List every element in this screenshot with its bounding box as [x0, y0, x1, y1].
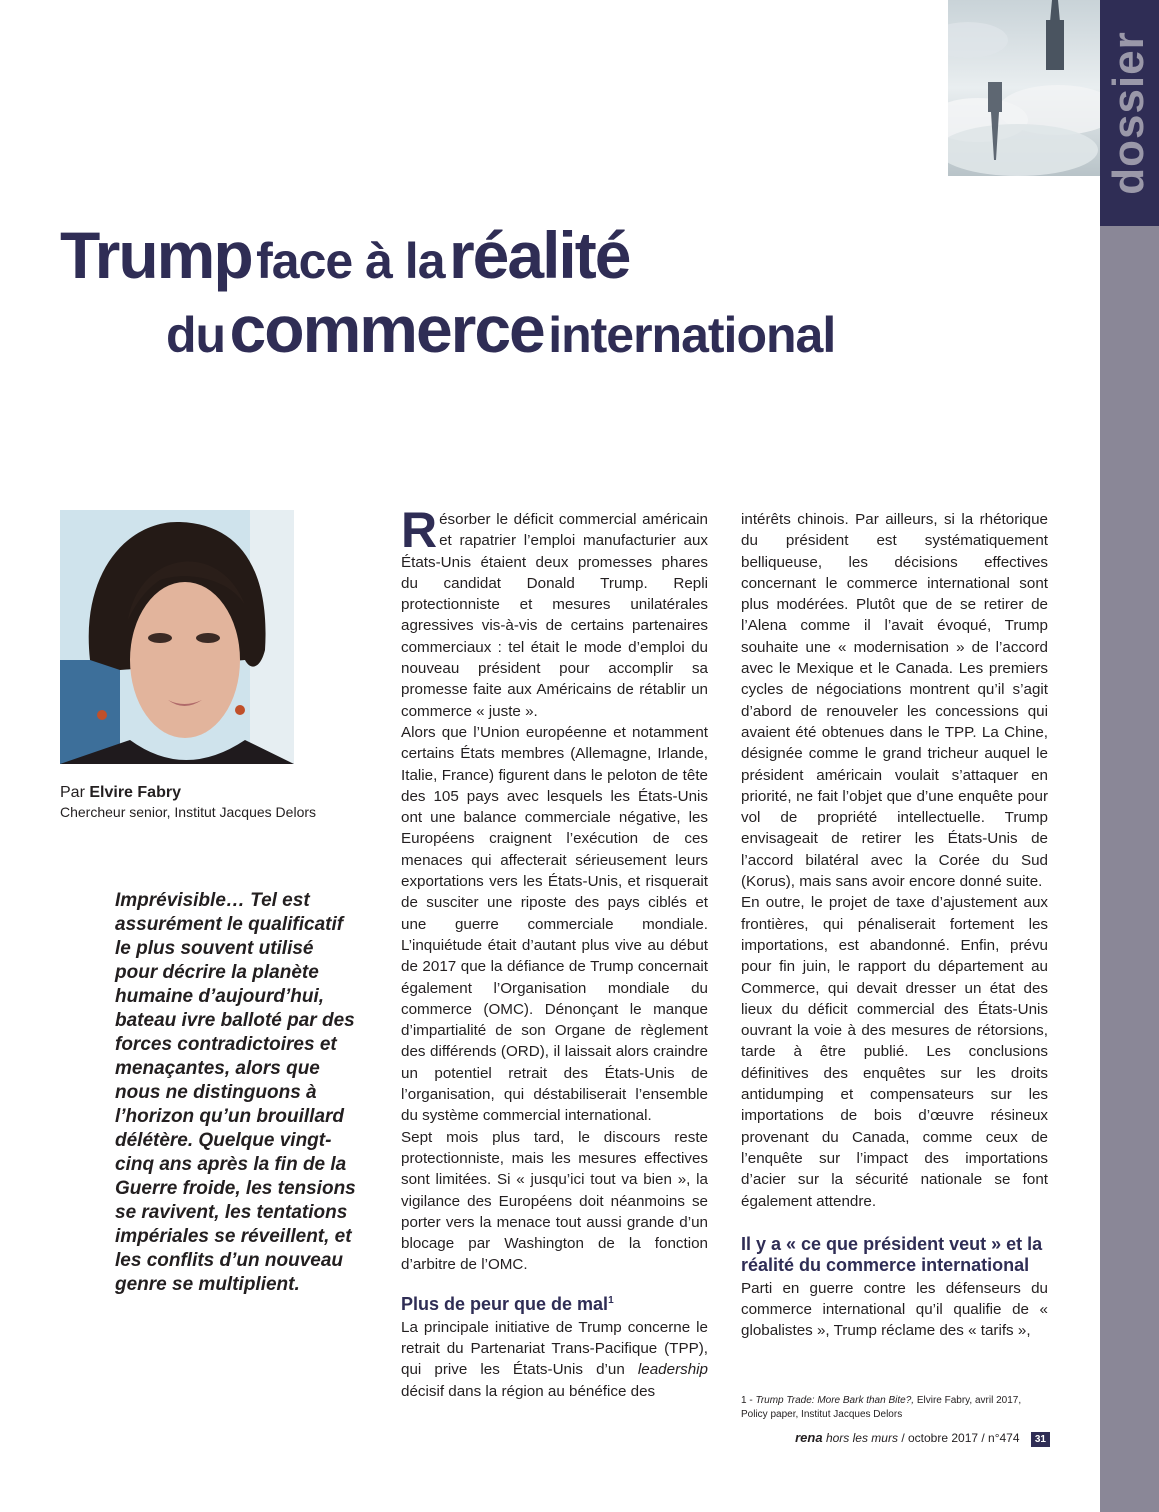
body-paragraph: Sept mois plus tard, le discours reste protectionniste, mais les mesures effectives sont limitées. Si « jusqu’ici tout va bien », la vigilance des Européens doit néanmoins se porter vers la menace tout aussi grande d’un blocage par Washington de la fonction d’arbitre de l’OMC.	[401, 1128, 708, 1274]
byline-prefix: Par	[60, 784, 85, 801]
title-word: réalité	[448, 218, 630, 292]
lede-paragraph: Imprévisible… Tel est assurément le qualificatif le plus souvent utilisé pour décrire la planète humaine d’aujourd’hui, bateau ivre balloté par des forces contradictoires et menaçantes, alors que nous ne distinguons à l’horizon qu’un brouillard délétère. Quelque vingt-cinq ans après la fin de la Guerre froide, les tensions se ravivent, les tentations impériales se réveillent, et les conflits d’un nouveau genre se multiplient.	[115, 890, 356, 1295]
section-heading	[401, 1290, 708, 1315]
body-paragraph: intérêts chinois. Par ailleurs, si la rhétorique du président est systématiquement belliqueuse, les décisions effectives concernant le commerce international sont plus modérées. Plutôt que de se retirer de l’Alena comme il l’avait évoqué, Trump souhaite une « modernisation » de l’accord avec le Mexique et le Canada. Les premiers cycles de négociations montrent qu’il s’agit d’abord de renouveler les concessions qui avaient été obtenues dans le TPP. La Chine, désignée comme le grand tricheur auquel le président américain voulait s’attaquer en priorité, ne fait l’objet que d’une enquête pour vol de propriété intellectuelle. Trump envisageait de retirer les États-Unis de l’accord bilatéral avec la Corée du Sud (Korus), mais sans avoir encore donné suite.	[741, 511, 1048, 891]
side-bar	[1100, 0, 1159, 1512]
author-affiliation: Chercheur senior, Institut Jacques Delors	[60, 804, 317, 820]
issue-info: / octobre 2017 / n°474	[901, 1431, 1020, 1445]
title-word: commerce	[229, 292, 544, 366]
drop-cap: R	[401, 502, 438, 558]
footnote-reference: 1	[608, 1294, 614, 1306]
footnote-text: Elvire Fabry, avril 2017, Policy paper, Institut Jacques Delors	[741, 1395, 1022, 1420]
footnote-number: 1 -	[741, 1395, 756, 1406]
paragraph-text: ésorber le déficit commercial américain et rapatrier l’emploi manufacturier aux États-Unis étaient deux promesses phares du candidat Donald Trump. Repli protectionniste et mesures unilatérales agressives vis-à-vis de certains partenaires commerciaux : tel était le mode d’emploi du nouveau président pour accomplir sa promesse faite aux Américains de rétablir un commerce « juste ».	[401, 511, 708, 720]
paragraph-text: décisif dans la région au bénéfice des	[401, 1382, 656, 1400]
title-word: Trump	[60, 218, 252, 292]
title-word: face à la	[256, 233, 445, 289]
title-word: international	[548, 307, 836, 363]
body-paragraph	[401, 1317, 708, 1402]
author-name: Elvire Fabry	[89, 784, 181, 801]
article-title	[60, 218, 960, 366]
body-paragraph	[401, 502, 708, 722]
article-column-1	[401, 502, 708, 1402]
section-thumbnail-image	[948, 0, 1100, 176]
paragraph-text: La principale initiative de Trump concerne le retrait du Partenariat Trans-Pacifique (TPP), qui prive les États-Unis d’un	[401, 1318, 708, 1379]
body-paragraph: Alors que l’Union européenne et notamment certains États membres (Allemagne, Irlande, Italie, France) figurent dans le peloton de tête des 105 pays avec lesquels les États-Unis ont une balance commerciale négative, les Européens craignent l’exécution de ces menaces qui affecterait sérieusement leurs exportations vers les États-Unis, et risquerait de susciter une riposte des pays ciblés et une guerre commerciale mondiale. L’inquiétude était d’autant plus vive au début de 2017 que la défiance de Trump concernait également l’Organisation mondiale du commerce (OMC). Dénonçant le manque d’impartialité de son Organe de règlement des différends (ORD), il laissait alors craindre un potentiel retrait des États-Unis de l’organisation, qui déstabiliserait l’ensemble du système commercial international.	[401, 723, 708, 1125]
section-heading: Il y a « ce que président veut » et la réalité du commerce international	[741, 1233, 1043, 1275]
section-label-text: dossier	[1104, 31, 1154, 195]
emphasis-text: leadership	[637, 1361, 708, 1379]
body-paragraph: Parti en guerre contre les défenseurs du commerce international qu’il qualifie de « globalistes », Trump réclame des « tarifs »,	[741, 1279, 1048, 1340]
footnote-title: Trump Trade: More Bark than Bite?,	[755, 1395, 915, 1406]
section-label	[1101, 0, 1157, 226]
page-footer	[740, 1430, 1050, 1448]
heading-text: Plus de peur que de mal	[401, 1293, 609, 1314]
author-portrait	[60, 510, 294, 764]
body-paragraph: En outre, le projet de taxe d’ajustement aux frontières, qui pénaliserait fortement les importations, est abandonné. Enfin, prévu pour fin juin, le rapport du département au Commerce, qui devait dresser un état des lieux du déficit commercial des États-Unis ouvrant la voie à des mesures de rétorsions, tarde à être publié. Les conclusions définitives des enquêtes sur les droits antidumping et compensateurs sur les importations de bois d’œuvre résineux provenant du Canada, comme ceux de l’enquête sur l’impact des importations d’acier sur la sécurité nationale se font également attendre.	[741, 894, 1048, 1210]
magazine-brand-suffix: hors les murs	[825, 1431, 898, 1445]
title-word: du	[166, 307, 226, 363]
author-byline	[60, 784, 181, 802]
footnote	[741, 1394, 1048, 1422]
magazine-brand: rena	[795, 1430, 823, 1445]
page-number: 31	[1031, 1432, 1050, 1447]
article-column-2	[741, 509, 1048, 1342]
